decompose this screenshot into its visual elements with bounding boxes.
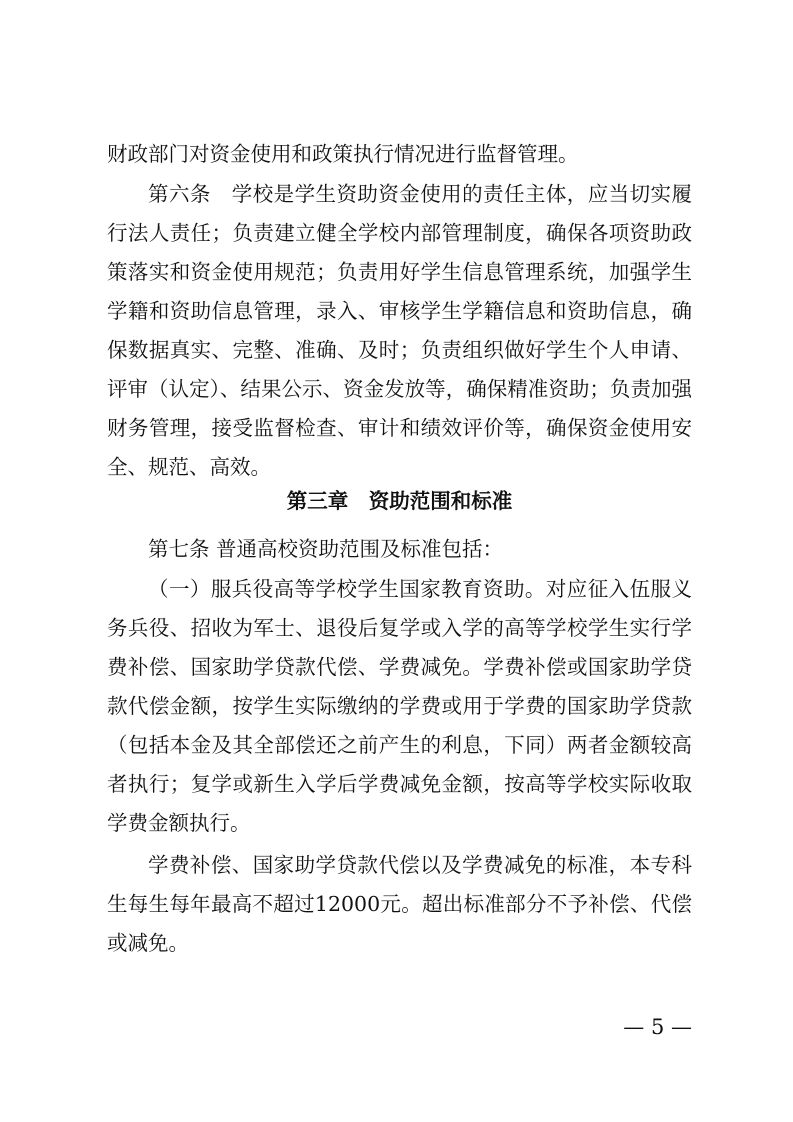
- text-line: 学费金额执行。: [107, 811, 251, 835]
- text-line: 者执行；复学或新生入学后学费减免金额，按高等学校实际收取: [107, 772, 692, 796]
- text-line: 学费补偿、国家助学贷款代偿以及学费减免的标准，本专科: [148, 853, 692, 877]
- text-line: 务兵役、招收为军士、退役后复学或入学的高等学校学生实行学: [107, 616, 692, 640]
- text-line: 策落实和资金使用规范；负责用好学生信息管理系统，加强学生: [107, 260, 692, 284]
- text-line: 财政部门对资金使用和政策执行情况进行监督管理。: [107, 142, 579, 166]
- text-line: 第七条 普通高校资助范围及标准包括：: [148, 537, 504, 561]
- text-line: 费补偿、国家助学贷款代偿、学费减免。学费补偿或国家助学贷: [107, 655, 692, 679]
- text-line: 全、规范、高效。: [107, 455, 271, 479]
- text-line: 财务管理，接受监督检查、审计和绩效评价等，确保资金使用安: [107, 416, 692, 440]
- chapter-heading: 第三章 资助范围和标准: [286, 489, 513, 513]
- text-line: （一）服兵役高等学校学生国家教育资助。对应征入伍服义: [148, 577, 692, 601]
- text-line: 行法人责任；负责建立健全学校内部管理制度，确保各项资助政: [107, 221, 692, 245]
- page-number: — 5 —: [623, 1015, 692, 1039]
- text-line: 保数据真实、完整、准确、及时；负责组织做好学生个人申请、: [107, 338, 692, 362]
- text-line: 或减免。: [107, 931, 189, 955]
- text-line: 生每生每年最高不超过12000元。超出标准部分不予补偿、代偿: [107, 892, 692, 916]
- text-line: 学籍和资助信息管理，录入、审核学生学籍信息和资助信息，确: [107, 299, 692, 323]
- text-line: 评审（认定）、结果公示、资金发放等，确保精准资助；负责加强: [107, 377, 692, 401]
- text-line: 款代偿金额，按学生实际缴纳的学费或用于学费的国家助学贷款: [107, 694, 692, 718]
- text-line: 第六条 学校是学生资助资金使用的责任主体，应当切实履: [148, 182, 692, 206]
- text-line: （包括本金及其全部偿还之前产生的利息，下同）两者金额较高: [107, 733, 692, 757]
